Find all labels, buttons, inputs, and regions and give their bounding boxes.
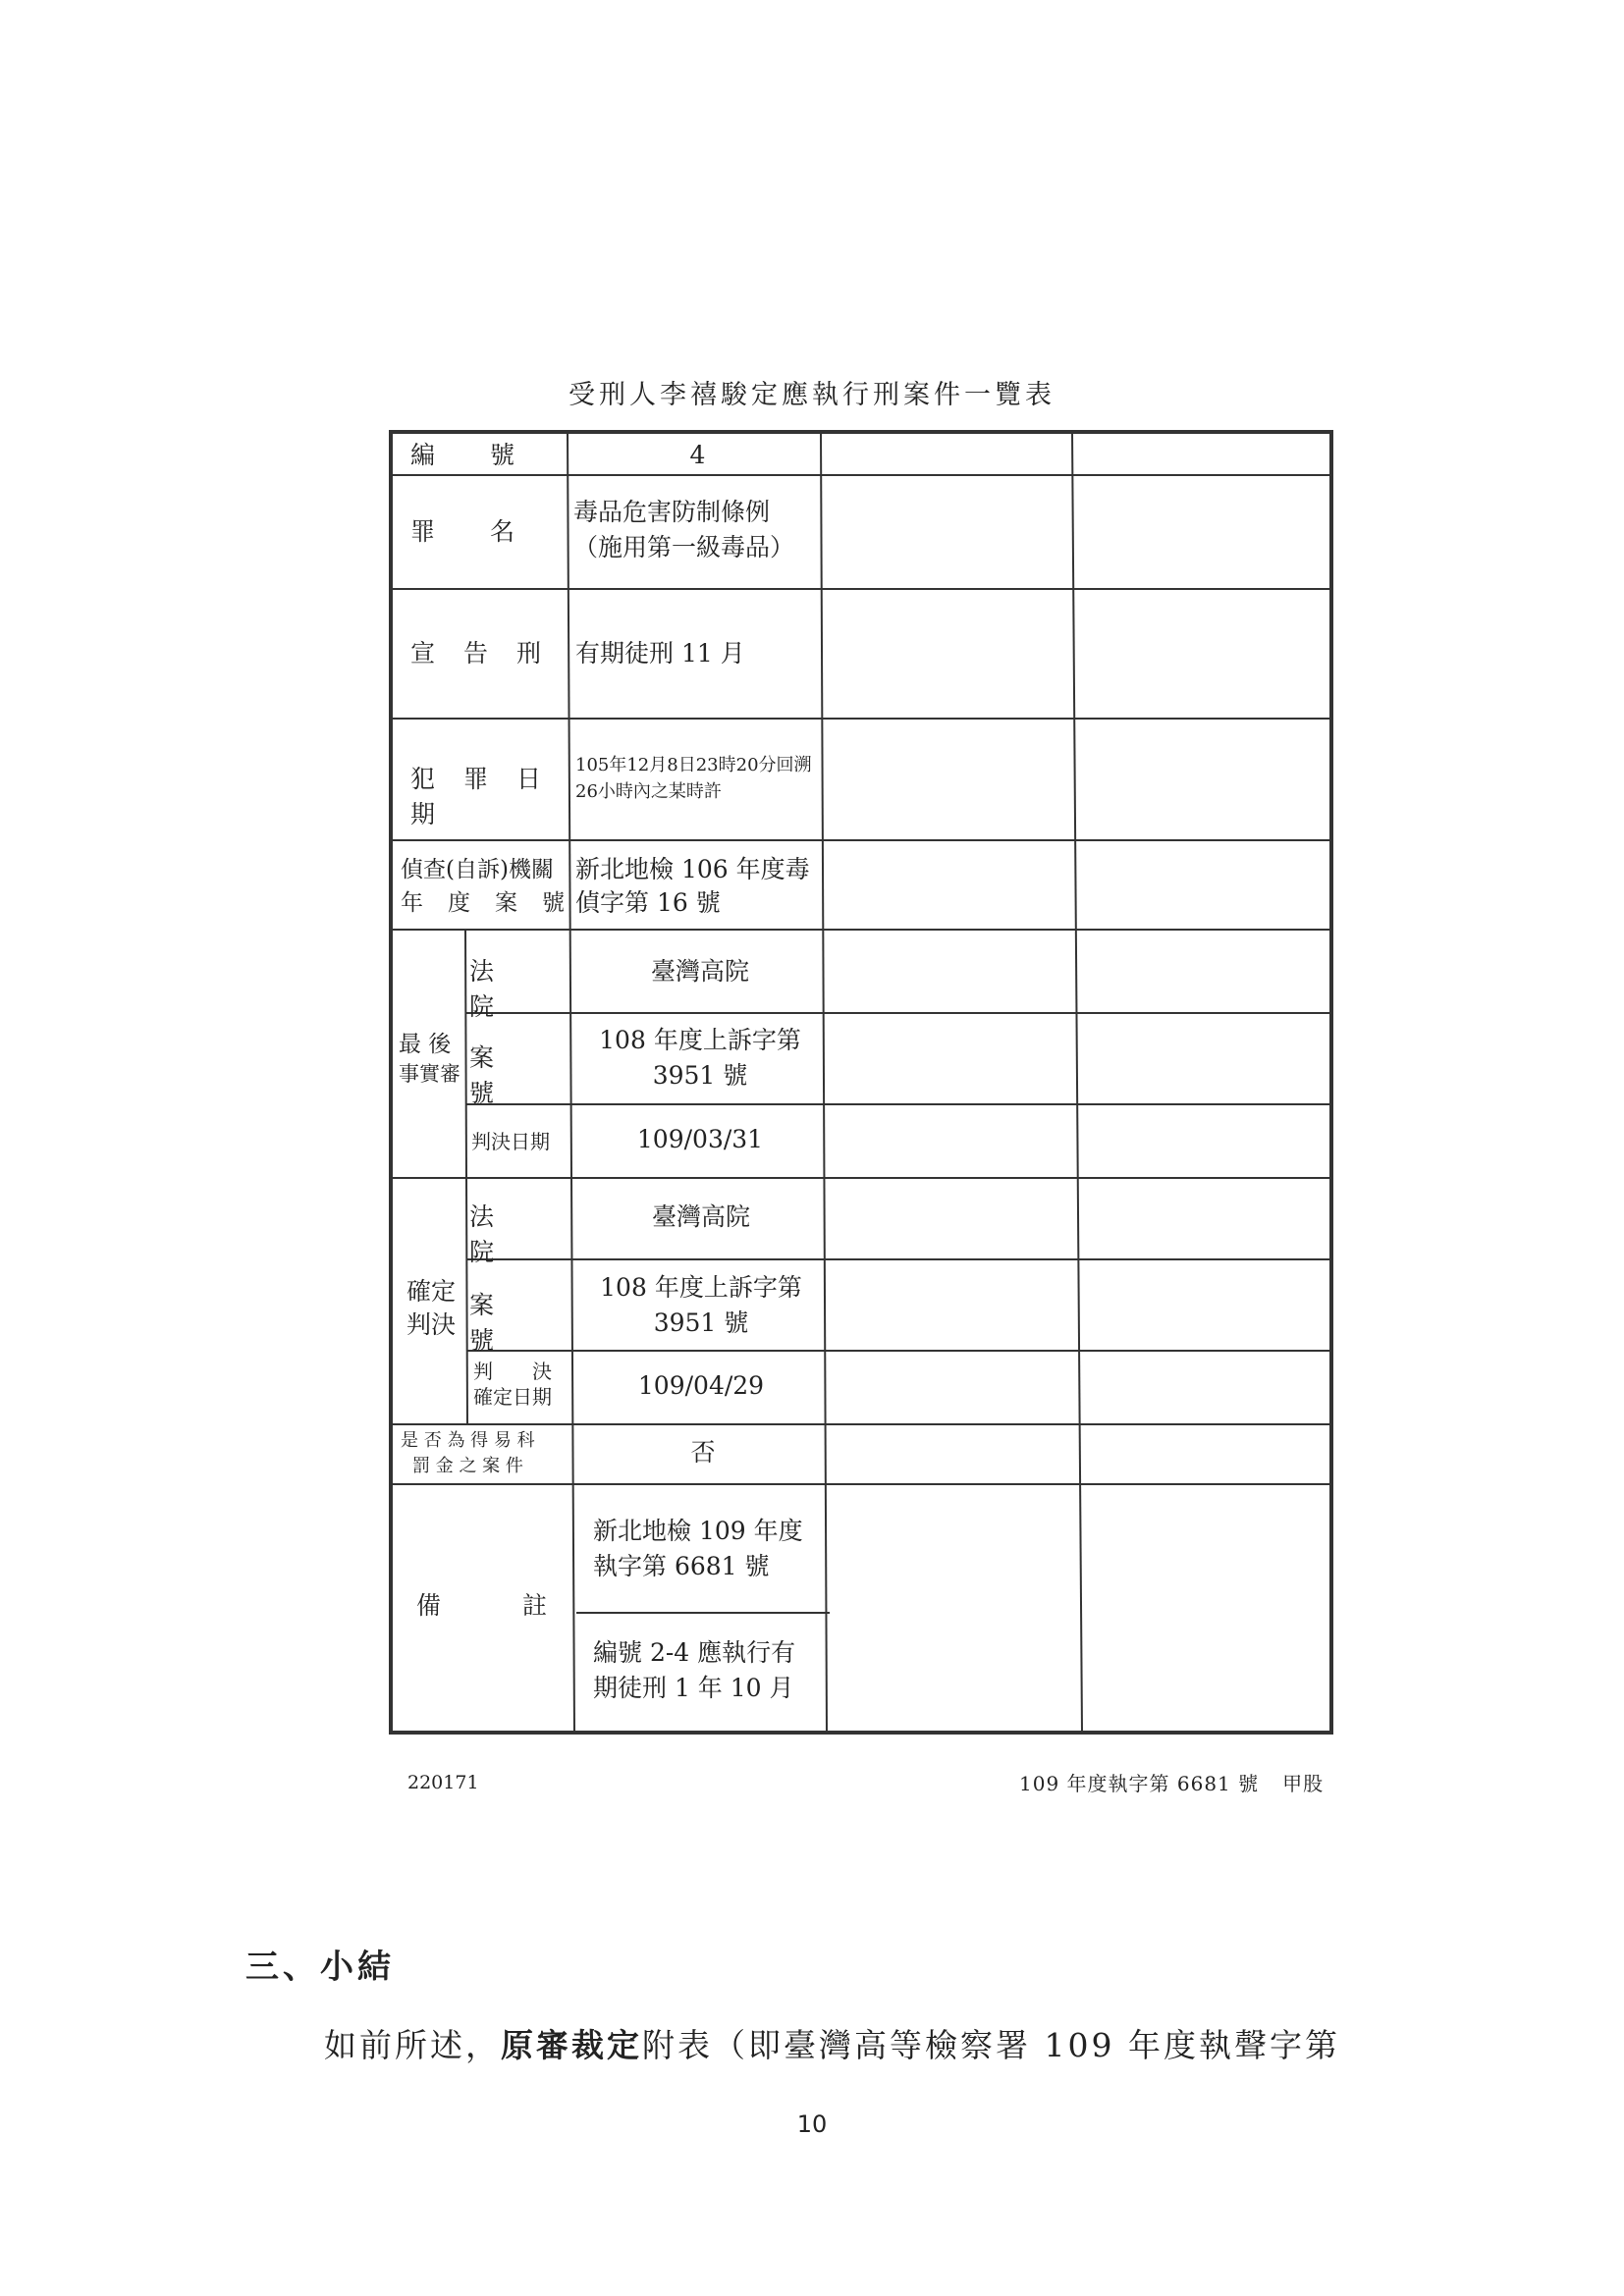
label-serial: 編 號 (410, 441, 517, 469)
body-text-start: 如前所述， (324, 2026, 501, 2064)
label-finalization-date-line1: 判 決 (473, 1360, 552, 1383)
value-final-case-line2: 3951 號 (653, 1308, 749, 1337)
label-fine-eligible-line1: 是 否 為 得 易 科 (401, 1430, 535, 1451)
value-serial: 4 (689, 441, 706, 469)
page-number: 10 (796, 2110, 828, 2138)
label-last-trial-court: 法 院 (469, 957, 550, 1021)
footer-case-number: 109 年度執字第 6681 號 (1019, 1772, 1260, 1795)
label-fine-eligible-line2: 罰 金 之 案 件 (412, 1456, 523, 1476)
label-last-trial-date: 判決日期 (471, 1130, 550, 1153)
value-investigation-line1: 新北地檢 106 年度毒 (575, 855, 810, 883)
label-remarks: 備 註 (416, 1591, 550, 1620)
value-crime-date-line1: 105年12月8日23時20分回溯 (575, 755, 812, 775)
label-final-case: 案 號 (469, 1291, 550, 1355)
value-crime-date-line2: 26小時內之某時許 (575, 781, 722, 802)
label-final-judgment-line2: 判決 (406, 1310, 457, 1339)
value-offense-line2: （施用第一級毒品） (573, 533, 795, 561)
label-final-court: 法 院 (469, 1202, 550, 1266)
value-last-trial-case-line1: 108 年度上訴字第 (599, 1026, 801, 1054)
value-remark2-line2: 期徒刑 1 年 10 月 (593, 1674, 794, 1702)
label-offense: 罪 名 (410, 517, 517, 546)
section-heading: 三、小結 (245, 1948, 395, 1987)
label-final-judgment-line1: 確定 (406, 1277, 457, 1306)
body-text-emphasis: 原審裁定 (501, 2026, 642, 2064)
label-last-trial-line1: 最 後 (399, 1032, 452, 1057)
value-fine-eligible: 否 (690, 1438, 716, 1467)
label-finalization-date-line2: 確定日期 (473, 1385, 552, 1409)
value-final-date: 109/04/29 (637, 1371, 765, 1400)
value-investigation-line2: 偵字第 16 號 (575, 888, 721, 917)
footer-division: 甲股 (1282, 1772, 1325, 1795)
value-sentence: 有期徒刑 11 月 (575, 639, 745, 667)
form-code: 220171 (407, 1772, 479, 1793)
value-offense-line1: 毒品危害防制條例 (573, 498, 771, 526)
body-text-rest: 附表（即臺灣高等檢察署 109 年度執聲字第 (642, 2026, 1340, 2064)
value-last-trial-date: 109/03/31 (636, 1125, 764, 1153)
label-last-trial-case: 案 號 (469, 1043, 550, 1107)
value-remark1-line2: 執字第 6681 號 (593, 1552, 770, 1580)
footer-case-reference (1019, 1768, 1324, 1796)
table-title: 受刑人李禧駿定應執行刑案件一覽表 (568, 380, 1056, 410)
label-investigation-line1: 偵查(自訴)機關 (401, 857, 554, 882)
body-paragraph (324, 2020, 1340, 2066)
value-final-court: 臺灣高院 (651, 1202, 750, 1231)
label-investigation-line2: 年 度 案 號 (401, 890, 566, 916)
label-crime-date: 犯 罪 日 期 (410, 765, 570, 828)
value-last-trial-court: 臺灣高院 (650, 957, 749, 986)
value-final-case-line1: 108 年度上訴字第 (600, 1273, 802, 1302)
label-last-trial-line2: 事實審 (399, 1062, 460, 1086)
label-sentence: 宣 告 刑 (410, 639, 544, 667)
value-remark1-line1: 新北地檢 109 年度 (593, 1517, 803, 1545)
value-last-trial-case-line2: 3951 號 (652, 1061, 748, 1090)
value-remark2-line1: 編號 2-4 應執行有 (593, 1638, 796, 1667)
